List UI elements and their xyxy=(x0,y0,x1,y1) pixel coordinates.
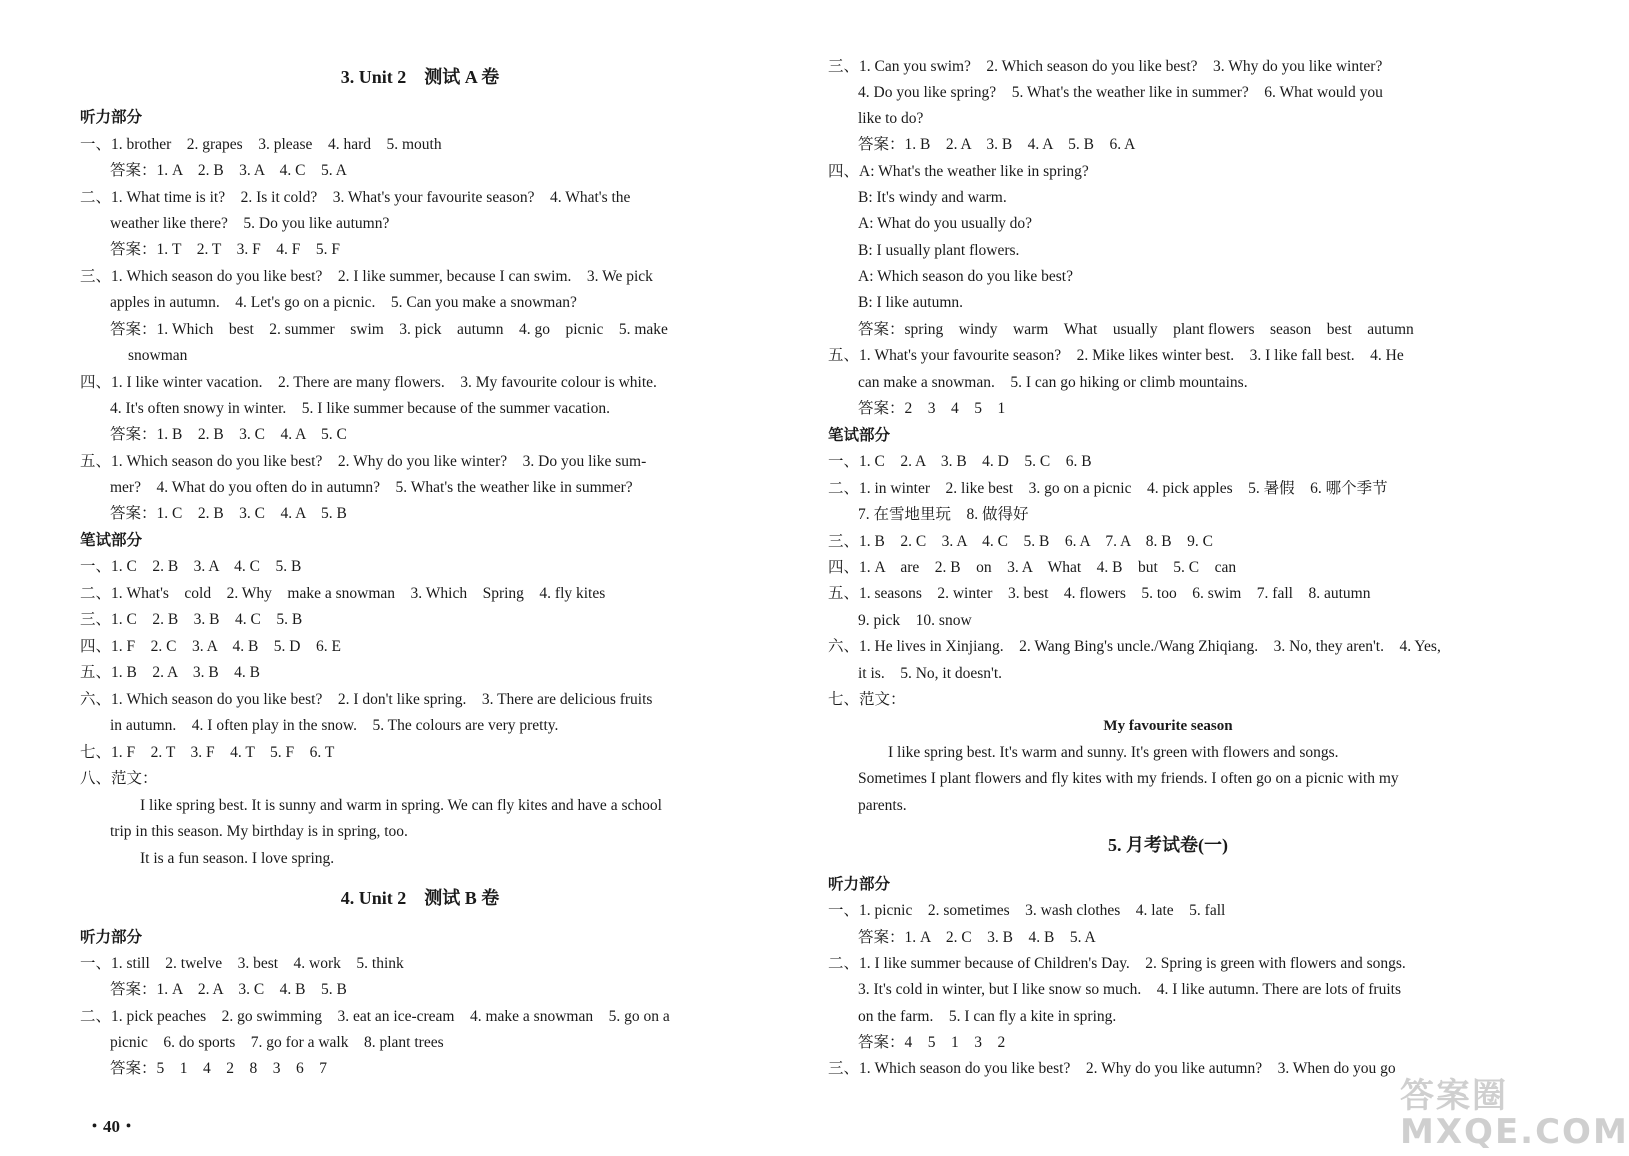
text-line: apples in autumn. 4. Let's go on a picnic. 5. Can you make a snowman? xyxy=(110,294,577,311)
text-line: 一、1. C 2. A 3. B 4. D 5. C 6. B xyxy=(828,453,1092,470)
text-line: B: It's windy and warm. xyxy=(858,189,1007,206)
text-line: I like spring best. It is sunny and warm in spring. We can fly kites and have a school xyxy=(140,797,662,814)
text-line: 9. pick 10. snow xyxy=(858,612,972,629)
essay-title: My favourite season xyxy=(1103,718,1233,734)
text-line: 二、1. in winter 2. like best 3. go on a picnic 4. pick apples 5. 暑假 6. 哪个季节 xyxy=(828,480,1388,497)
text-line: 答案：spring windy warm What usually plant flowers season best autumn xyxy=(858,321,1414,338)
part-heading: 听力部分 xyxy=(80,929,143,946)
text-line: 答案：1. A 2. A 3. C 4. B 5. B xyxy=(110,981,347,998)
text-line: 答案：1. B 2. A 3. B 4. A 5. B 6. A xyxy=(858,136,1136,153)
text-line: 一、1. still 2. twelve 3. best 4. work 5. think xyxy=(80,955,404,972)
text-line: A: What do you usually do? xyxy=(858,215,1033,232)
text-line: 三、1. Which season do you like best? 2. Why do you like autumn? 3. When do you go xyxy=(828,1060,1396,1077)
text-line: in autumn. 4. I often play in the snow. 5. The colours are very pretty. xyxy=(110,717,559,734)
text-line: 一、1. C 2. B 3. A 4. C 5. B xyxy=(80,558,302,575)
text-line: 3. It's cold in winter, but I like snow so much. 4. I like autumn. There are lots of fruits xyxy=(858,981,1401,998)
text-line: can make a snowman. 5. I can go hiking or climb mountains. xyxy=(858,374,1248,391)
text-line: 四、A: What's the weather like in spring? xyxy=(828,163,1089,180)
text-line: 四、1. A are 2. B on 3. A What 4. B but 5. C can xyxy=(828,559,1237,576)
text-line: B: I usually plant flowers. xyxy=(858,242,1020,259)
text-line: 答案：4 5 1 3 2 xyxy=(858,1034,1006,1051)
text-line: 五、1. What's your favourite season? 2. Mike likes winter best. 3. I like fall best. 4. He xyxy=(828,347,1404,364)
text-line: 四、1. F 2. C 3. A 4. B 5. D 6. E xyxy=(80,638,341,655)
text-line: A: Which season do you like best? xyxy=(858,268,1073,285)
text-line: 三、1. B 2. C 3. A 4. C 5. B 6. A 7. A 8. B 9. C xyxy=(828,533,1213,550)
text-line: snowman xyxy=(128,347,188,364)
text-line: It is a fun season. I love spring. xyxy=(140,850,335,867)
text-line: 答案：1. A 2. C 3. B 4. B 5. A xyxy=(858,929,1096,946)
text-line: I like spring best. It's warm and sunny. It's green with flowers and songs. xyxy=(888,744,1339,761)
text-line: 六、1. Which season do you like best? 2. I don't like spring. 3. There are delicious fruits xyxy=(80,691,653,708)
text-line: mer? 4. What do you often do in autumn? 5. What's the weather like in summer? xyxy=(110,479,633,496)
text-line: 4. It's often snowy in winter. 5. I like summer because of the summer vacation. xyxy=(110,400,610,417)
text-line: like to do? xyxy=(858,110,924,127)
text-line: trip in this season. My birthday is in spring, too. xyxy=(110,823,408,840)
text-line: 六、1. He lives in Xinjiang. 2. Wang Bing's uncle./Wang Zhiqiang. 3. No, they aren't. 4. Yes, xyxy=(828,638,1441,655)
section-title: 3. Unit 2 测试 A 卷 xyxy=(340,67,500,87)
text-line: it is. 5. No, it doesn't. xyxy=(858,665,1003,682)
text-line: 一、1. brother 2. grapes 3. please 4. hard 5. mouth xyxy=(80,136,442,153)
text-line: 三、1. C 2. B 3. B 4. C 5. B xyxy=(80,611,303,628)
part-heading: 笔试部分 xyxy=(828,427,891,444)
text-line: 二、1. What's cold 2. Why make a snowman 3. Which Spring 4. fly kites xyxy=(80,585,606,602)
text-line: 答案：1. T 2. T 3. F 4. F 5. F xyxy=(110,241,340,258)
section-title: 4. Unit 2 测试 B 卷 xyxy=(340,888,500,908)
text-line: 二、1. I like summer because of Children's Day. 2. Spring is green with flowers and songs. xyxy=(828,955,1406,972)
text-line: 答案：1. Which best 2. summer swim 3. pick autumn 4. go picnic 5. make xyxy=(110,321,668,338)
part-heading: 笔试部分 xyxy=(80,532,143,549)
text-line: 答案：1. B 2. B 3. C 4. A 5. C xyxy=(110,426,347,443)
text-line: 五、1. Which season do you like best? 2. Why do you like winter? 3. Do you like sum- xyxy=(80,453,647,470)
text-line: 答案：2 3 4 5 1 xyxy=(858,400,1006,417)
text-line: weather like there? 5. Do you like autumn? xyxy=(110,215,390,232)
text-line: 答案：1. C 2. B 3. C 4. A 5. B xyxy=(110,505,347,522)
text-line: on the farm. 5. I can fly a kite in spring. xyxy=(858,1008,1117,1025)
text-line: 7. 在雪地里玩 8. 做得好 xyxy=(858,506,1029,523)
text-line: Sometimes I plant flowers and fly kites with my friends. I often go on a picnic with my xyxy=(858,770,1399,787)
text-line: B: I like autumn. xyxy=(858,294,964,311)
text-line: 答案：5 1 4 2 8 3 6 7 xyxy=(110,1060,328,1077)
text-line: 七、范文： xyxy=(828,691,906,708)
text-line: 八、范文： xyxy=(80,770,158,787)
page-number: ・40・ xyxy=(86,1117,137,1136)
section-title: 5. 月考试卷(一) xyxy=(1108,835,1228,855)
text-line: 五、1. seasons 2. winter 3. best 4. flowers 5. too 6. swim 7. fall 8. autumn xyxy=(828,585,1371,602)
text-line: 七、1. F 2. T 3. F 4. T 5. F 6. T xyxy=(80,744,335,761)
text-line: 一、1. picnic 2. sometimes 3. wash clothes 4. late 5. fall xyxy=(828,902,1226,919)
text-line: 二、1. What time is it? 2. Is it cold? 3. What's your favourite season? 4. What's the xyxy=(80,189,631,206)
part-heading: 听力部分 xyxy=(80,109,143,126)
text-line: 五、1. B 2. A 3. B 4. B xyxy=(80,664,260,681)
text-line: 三、1. Can you swim? 2. Which season do you like best? 3. Why do you like winter? xyxy=(828,58,1383,75)
text-line: 四、1. I like winter vacation. 2. There are many flowers. 3. My favourite colour is white. xyxy=(80,374,657,391)
text-line: picnic 6. do sports 7. go for a walk 8. plant trees xyxy=(110,1034,444,1051)
watermark-logo: 答案圈 MXQE.COM xyxy=(1400,1076,1629,1152)
part-heading: 听力部分 xyxy=(828,876,891,893)
text-line: 答案：1. A 2. B 3. A 4. C 5. A xyxy=(110,162,347,179)
text-line: 二、1. pick peaches 2. go swimming 3. eat an ice-cream 4. make a snowman 5. go on a xyxy=(80,1008,670,1025)
text-line: 4. Do you like spring? 5. What's the weather like in summer? 6. What would you xyxy=(858,84,1383,101)
text-line: 三、1. Which season do you like best? 2. I like summer, because I can swim. 3. We pick xyxy=(80,268,653,285)
text-line: parents. xyxy=(858,797,907,814)
